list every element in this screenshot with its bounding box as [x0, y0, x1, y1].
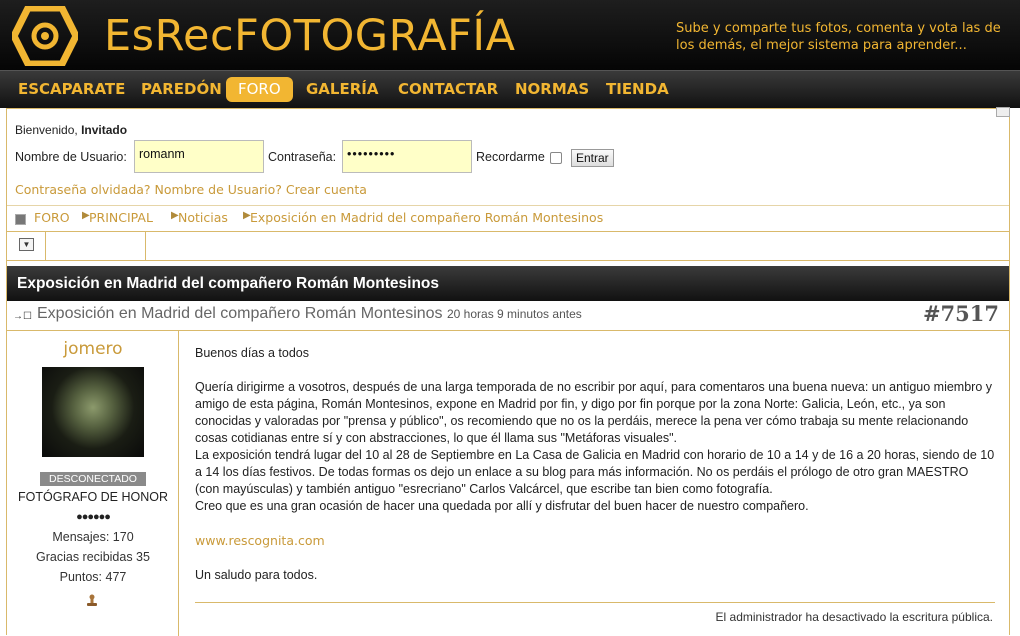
- rank-dots: ●●●●●●: [76, 511, 110, 523]
- post-subject: [37, 305, 582, 323]
- breadcrumb-foro[interactable]: FORO: [34, 210, 70, 225]
- blog-link[interactable]: www.rescognita.com: [195, 533, 325, 548]
- author-points: Puntos: 477: [59, 570, 127, 584]
- nav-item-foro[interactable]: FORO: [226, 77, 293, 102]
- post-time: 20 horas 9 minutos antes: [447, 307, 582, 321]
- remember-label: Recordarme: [476, 150, 545, 164]
- post-closing: Un saludo para todos.: [195, 568, 318, 582]
- remember-checkbox[interactable]: [550, 152, 562, 164]
- dropdown-arrow-icon[interactable]: ▼: [19, 238, 34, 251]
- username-label: Nombre de Usuario:: [15, 150, 127, 164]
- breadcrumb-principal[interactable]: PRINCIPAL: [89, 210, 153, 225]
- site-tagline: Sube y comparte tus fotos, comenta y vota las de los demás, el mejor sistema para aprender...: [676, 21, 1001, 53]
- nav-item-normas[interactable]: NORMAS: [515, 80, 590, 98]
- stamp-icon: [85, 593, 99, 607]
- forum-home-icon: [15, 214, 26, 225]
- toolbar-divider: [45, 232, 46, 261]
- post-paragraph: Creo que es una gran ocasión de hacer una quedada por allí y disfrutar del buen hacer de nuestro compañero.: [195, 499, 809, 513]
- author-name[interactable]: jomero: [63, 339, 123, 359]
- topic-title: Exposición en Madrid del compañero Román Montesinos: [7, 266, 1009, 301]
- welcome-prefix: Bienvenido,: [15, 123, 78, 137]
- avatar[interactable]: [42, 367, 144, 457]
- post-paragraph: La exposición tendrá lugar del 10 al 28 de Septiembre en La Casa de Galicia en Madrid con horario de 10 a 14 y de 16 a 20 horas, siendo de 10 a 14 los días festivos. De todas formas os dejo un enlace a su blog para más información. No os perdáis el prólogo de otro gran MAESTRO (con mayúsculas) y también antiguo "esrecriano" Carlos Valcárcel, que escribe tan bien como fotografía.: [195, 448, 995, 496]
- breadcrumb: [7, 205, 1009, 231]
- post-paragraph: Quería dirigirme a vosotros, después de una larga temporada de no escribir por aquí, para comentaros una buena nueva: un antiguo miembro y amigo de esta página, Román Montesinos, expone en Madrid por fin, y digo por fin porque por la zona Norte: Galicia, León, etc., ya son conocidas y valoradas por "prensa y público", os recomiendo que no os la perdáis, merece la pena ver cómo trabaja su mente relacionando cosas cotidianas entre sí y con abstracciones, lo que él llama sus "Metáforas visuales".: [195, 380, 992, 445]
- password-input[interactable]: •••••••••: [342, 140, 472, 173]
- breadcrumb-topic[interactable]: Exposición en Madrid del compañero Román Montesinos: [250, 210, 604, 225]
- site-header: [0, 0, 1020, 70]
- author-panel: [7, 331, 179, 636]
- post-link-icon[interactable]: →☐: [13, 311, 32, 322]
- breadcrumb-arrow-icon: ▶: [82, 210, 90, 221]
- author-rank: FOTÓGRAFO DE HONOR: [18, 490, 168, 504]
- post-greeting: Buenos días a todos: [195, 346, 309, 360]
- password-label: Contraseña:: [268, 150, 337, 164]
- toolbar-divider: [145, 232, 146, 261]
- post-divider: [195, 602, 995, 603]
- nav-item-escaparate[interactable]: ESCAPARATE: [18, 80, 126, 98]
- breadcrumb-arrow-icon: ▶: [243, 210, 251, 221]
- forum-container: [6, 108, 1010, 635]
- post-header: [7, 301, 1009, 331]
- status-badge: DESCONECTADO: [40, 472, 146, 486]
- post-number[interactable]: #7517: [922, 301, 999, 326]
- nav-item-contactar[interactable]: CONTACTAR: [398, 80, 499, 98]
- topic-toolbar: [7, 231, 1009, 261]
- site-title[interactable]: EsRecFOTOGRAFÍA: [104, 11, 516, 61]
- login-button[interactable]: Entrar: [571, 149, 614, 167]
- author-messages: Mensajes: 170: [52, 530, 134, 544]
- post-body: [195, 345, 995, 584]
- login-panel: [7, 117, 1009, 207]
- welcome-message: [15, 123, 127, 137]
- nav-item-paredon[interactable]: PAREDÓN: [141, 80, 222, 98]
- locked-notice: El administrador ha desactivado la escritura pública.: [715, 610, 993, 624]
- site-logo-icon[interactable]: [12, 6, 78, 66]
- author-thanks: Gracias recibidas 35: [36, 550, 150, 564]
- breadcrumb-arrow-icon: ▶: [171, 210, 179, 221]
- nav-item-galeria[interactable]: GALERÍA: [306, 80, 379, 98]
- welcome-user: Invitado: [81, 123, 128, 137]
- collapse-toggle[interactable]: [996, 107, 1010, 117]
- username-input[interactable]: romanm: [134, 140, 264, 173]
- account-links[interactable]: Contraseña olvidada? Nombre de Usuario? Crear cuenta: [15, 182, 367, 197]
- post-subject-text: Exposición en Madrid del compañero Román Montesinos: [37, 305, 443, 322]
- main-nav: [0, 70, 1020, 108]
- breadcrumb-noticias[interactable]: Noticias: [178, 210, 228, 225]
- nav-item-tienda[interactable]: TIENDA: [606, 80, 669, 98]
